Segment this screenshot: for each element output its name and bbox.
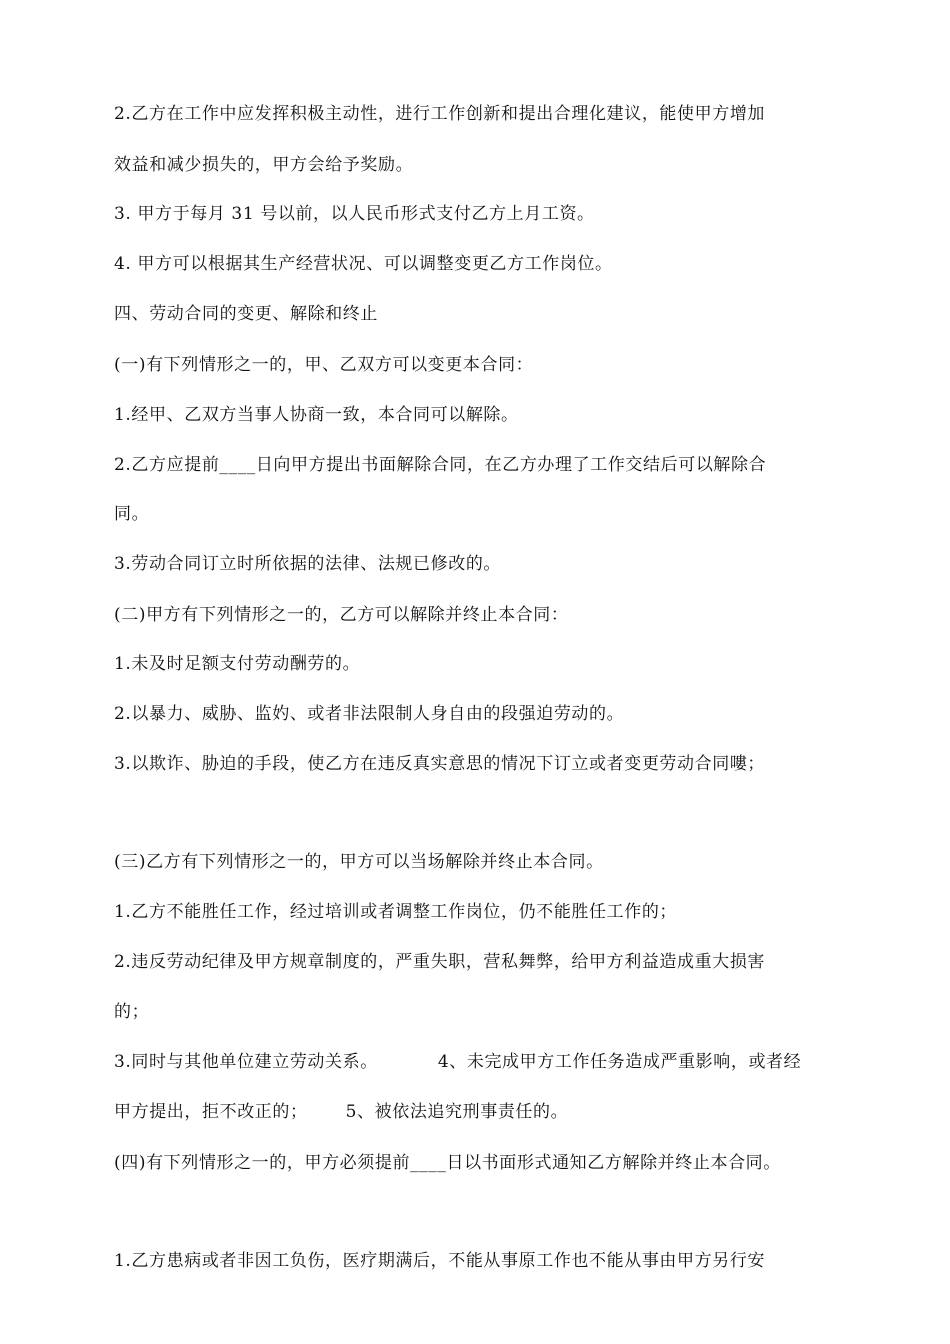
paragraph-line: 1.乙方患病或者非因工负伤，医疗期满后，不能从事原工作也不能从事由甲方另行安 <box>114 1251 766 1271</box>
paragraph-line: 2.以暴力、威胁、监妁、或者非法限制人身自由的段强迫劳动的。 <box>114 704 625 724</box>
paragraph-segment: 甲方提出，拒不改正的； <box>114 1102 308 1122</box>
paragraph-line: (四)有下列情形之一的，甲方必须提前____日以书面形式通知乙方解除并终止本合同。 <box>114 1153 781 1173</box>
paragraph-line: 3.劳动合同订立时所依据的法律、法规已修改的。 <box>114 554 502 574</box>
section-heading: 四、劳动合同的变更、解除和终止 <box>114 304 378 324</box>
paragraph-line <box>114 1100 854 1124</box>
paragraph-line: 1.经甲、乙双方当事人协商一致，本合同可以解除。 <box>114 405 519 425</box>
paragraph-line: 2.乙方应提前____日向甲方提出书面解除合同，在乙方办理了工作交结后可以解除合 <box>114 455 767 475</box>
paragraph-line: (三)乙方有下列情形之一的，甲方可以当场解除并终止本合同。 <box>114 852 604 872</box>
paragraph-line: 效益和减少损失的，甲方会给予奖励。 <box>114 155 414 175</box>
paragraph-line <box>114 1050 854 1074</box>
paragraph-line: 1.未及时足额支付劳动酬劳的。 <box>114 654 361 674</box>
paragraph-line: (一)有下列情形之一的，甲、乙双方可以变更本合同： <box>114 355 534 375</box>
paragraph-segment: 4、未完成甲方工作任务造成严重影响，或者经 <box>437 1052 802 1072</box>
paragraph-line: (二)甲方有下列情形之一的，乙方可以解除并终止本合同： <box>114 605 569 625</box>
paragraph-segment: 5、被依法追究刑事责任的。 <box>345 1102 569 1122</box>
paragraph-line: 3. 甲方于每月 31 号以前，以人民币形式支付乙方上月工资。 <box>114 204 595 224</box>
paragraph-line: 2.乙方在工作中应发挥积极主动性，进行工作创新和提出合理化建议，能使甲方增加 <box>114 104 766 124</box>
paragraph-line: 2.违反劳动纪律及甲方规章制度的，严重失职，营私舞弊，给甲方利益造成重大损害 <box>114 952 766 972</box>
paragraph-segment: 3.同时与其他单位建立劳动关系。 <box>114 1052 378 1072</box>
paragraph-line: 1.乙方不能胜任工作，经过培训或者调整工作岗位，仍不能胜任工作的； <box>114 902 678 922</box>
paragraph-line: 的； <box>114 1002 150 1022</box>
paragraph-line: 3.以欺诈、胁迫的手段，使乙方在违反真实意思的情况下订立或者变更劳动合同嘍； <box>114 754 766 774</box>
paragraph-line: 同。 <box>114 504 150 524</box>
paragraph-line: 4. 甲方可以根据其生产经营状况、可以调整变更乙方工作岗位。 <box>114 254 613 274</box>
